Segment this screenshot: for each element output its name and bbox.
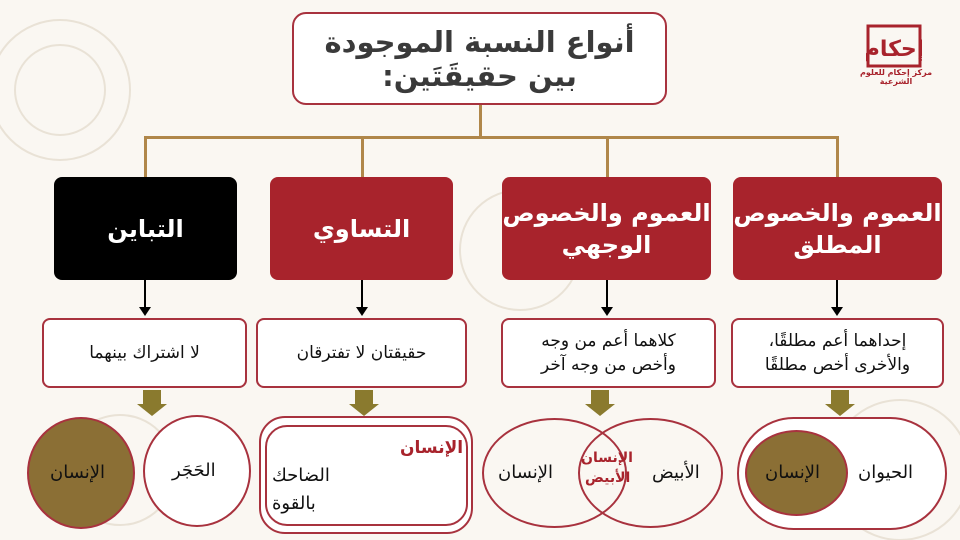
relation-description: لا اشتراك بينهما xyxy=(42,318,247,388)
logo-subtitle: مركز إحكام للعلوم الشرعية xyxy=(859,68,933,86)
set-label-left: الإنسان xyxy=(498,462,554,483)
connector-trunk xyxy=(479,105,482,137)
connector-drop-2 xyxy=(606,136,609,177)
relation-title: التباين xyxy=(107,214,184,243)
title-line-2: بين حقيقَتَين: xyxy=(382,58,577,93)
connector-drop-3 xyxy=(361,136,364,177)
relation-head-equivalence xyxy=(270,177,453,280)
relation-description: حقيقتان لا تفترقان xyxy=(256,318,467,388)
relation-head-partial xyxy=(502,177,711,280)
arrow-stem xyxy=(836,280,838,308)
title-line-1: أنواع النسبة الموجودة xyxy=(324,24,635,59)
down-arrow-icon xyxy=(585,404,615,416)
arrow-stem xyxy=(606,280,608,308)
set-label-b-2: بالقوة xyxy=(272,493,316,514)
arrow-stem xyxy=(361,280,363,308)
set-label-right: الأبيض xyxy=(652,462,700,483)
connector-drop-4 xyxy=(144,136,147,177)
connector-bar xyxy=(145,136,839,139)
relation-head-disjoint xyxy=(54,177,237,280)
arrow-head-icon xyxy=(601,307,613,316)
set-label-a: الحَجَر xyxy=(172,460,216,481)
relation-title: التساوي xyxy=(312,214,411,243)
relation-head-absolute xyxy=(733,177,942,280)
down-arrow-icon xyxy=(355,390,373,404)
set-label-b: الإنسان xyxy=(50,462,106,483)
down-arrow-icon xyxy=(831,390,849,404)
relation-description: إحداهما أعم مطلقًا، والأخرى أخص مطلقًا xyxy=(731,318,944,388)
arrow-stem xyxy=(144,280,146,308)
logo-name: إحكام xyxy=(866,37,922,62)
relation-title: العموم والخصوص الوجهي xyxy=(502,198,711,259)
down-arrow-icon xyxy=(143,390,161,404)
set-label-a: الإنسان xyxy=(400,438,464,458)
set-label-outer: الحيوان xyxy=(858,462,914,483)
relation-description: كلاهما أعم من وجه وأخص من وجه آخر xyxy=(501,318,716,388)
arrow-head-icon xyxy=(356,307,368,316)
set-label-b-1: الضاحك xyxy=(272,465,330,486)
down-arrow-icon xyxy=(349,404,379,416)
diagram-title xyxy=(292,12,667,105)
overlap-label-2: الأبيض xyxy=(585,470,631,486)
relation-title: العموم والخصوص المطلق xyxy=(733,198,942,259)
overlap-label-1: الإنسان xyxy=(581,450,633,466)
down-arrow-icon xyxy=(591,390,609,404)
set-label-inner: الإنسان xyxy=(765,462,821,483)
down-arrow-icon xyxy=(825,404,855,416)
arrow-head-icon xyxy=(831,307,843,316)
arrow-head-icon xyxy=(139,307,151,316)
down-arrow-icon xyxy=(137,404,167,416)
connector-drop-1 xyxy=(836,136,839,177)
